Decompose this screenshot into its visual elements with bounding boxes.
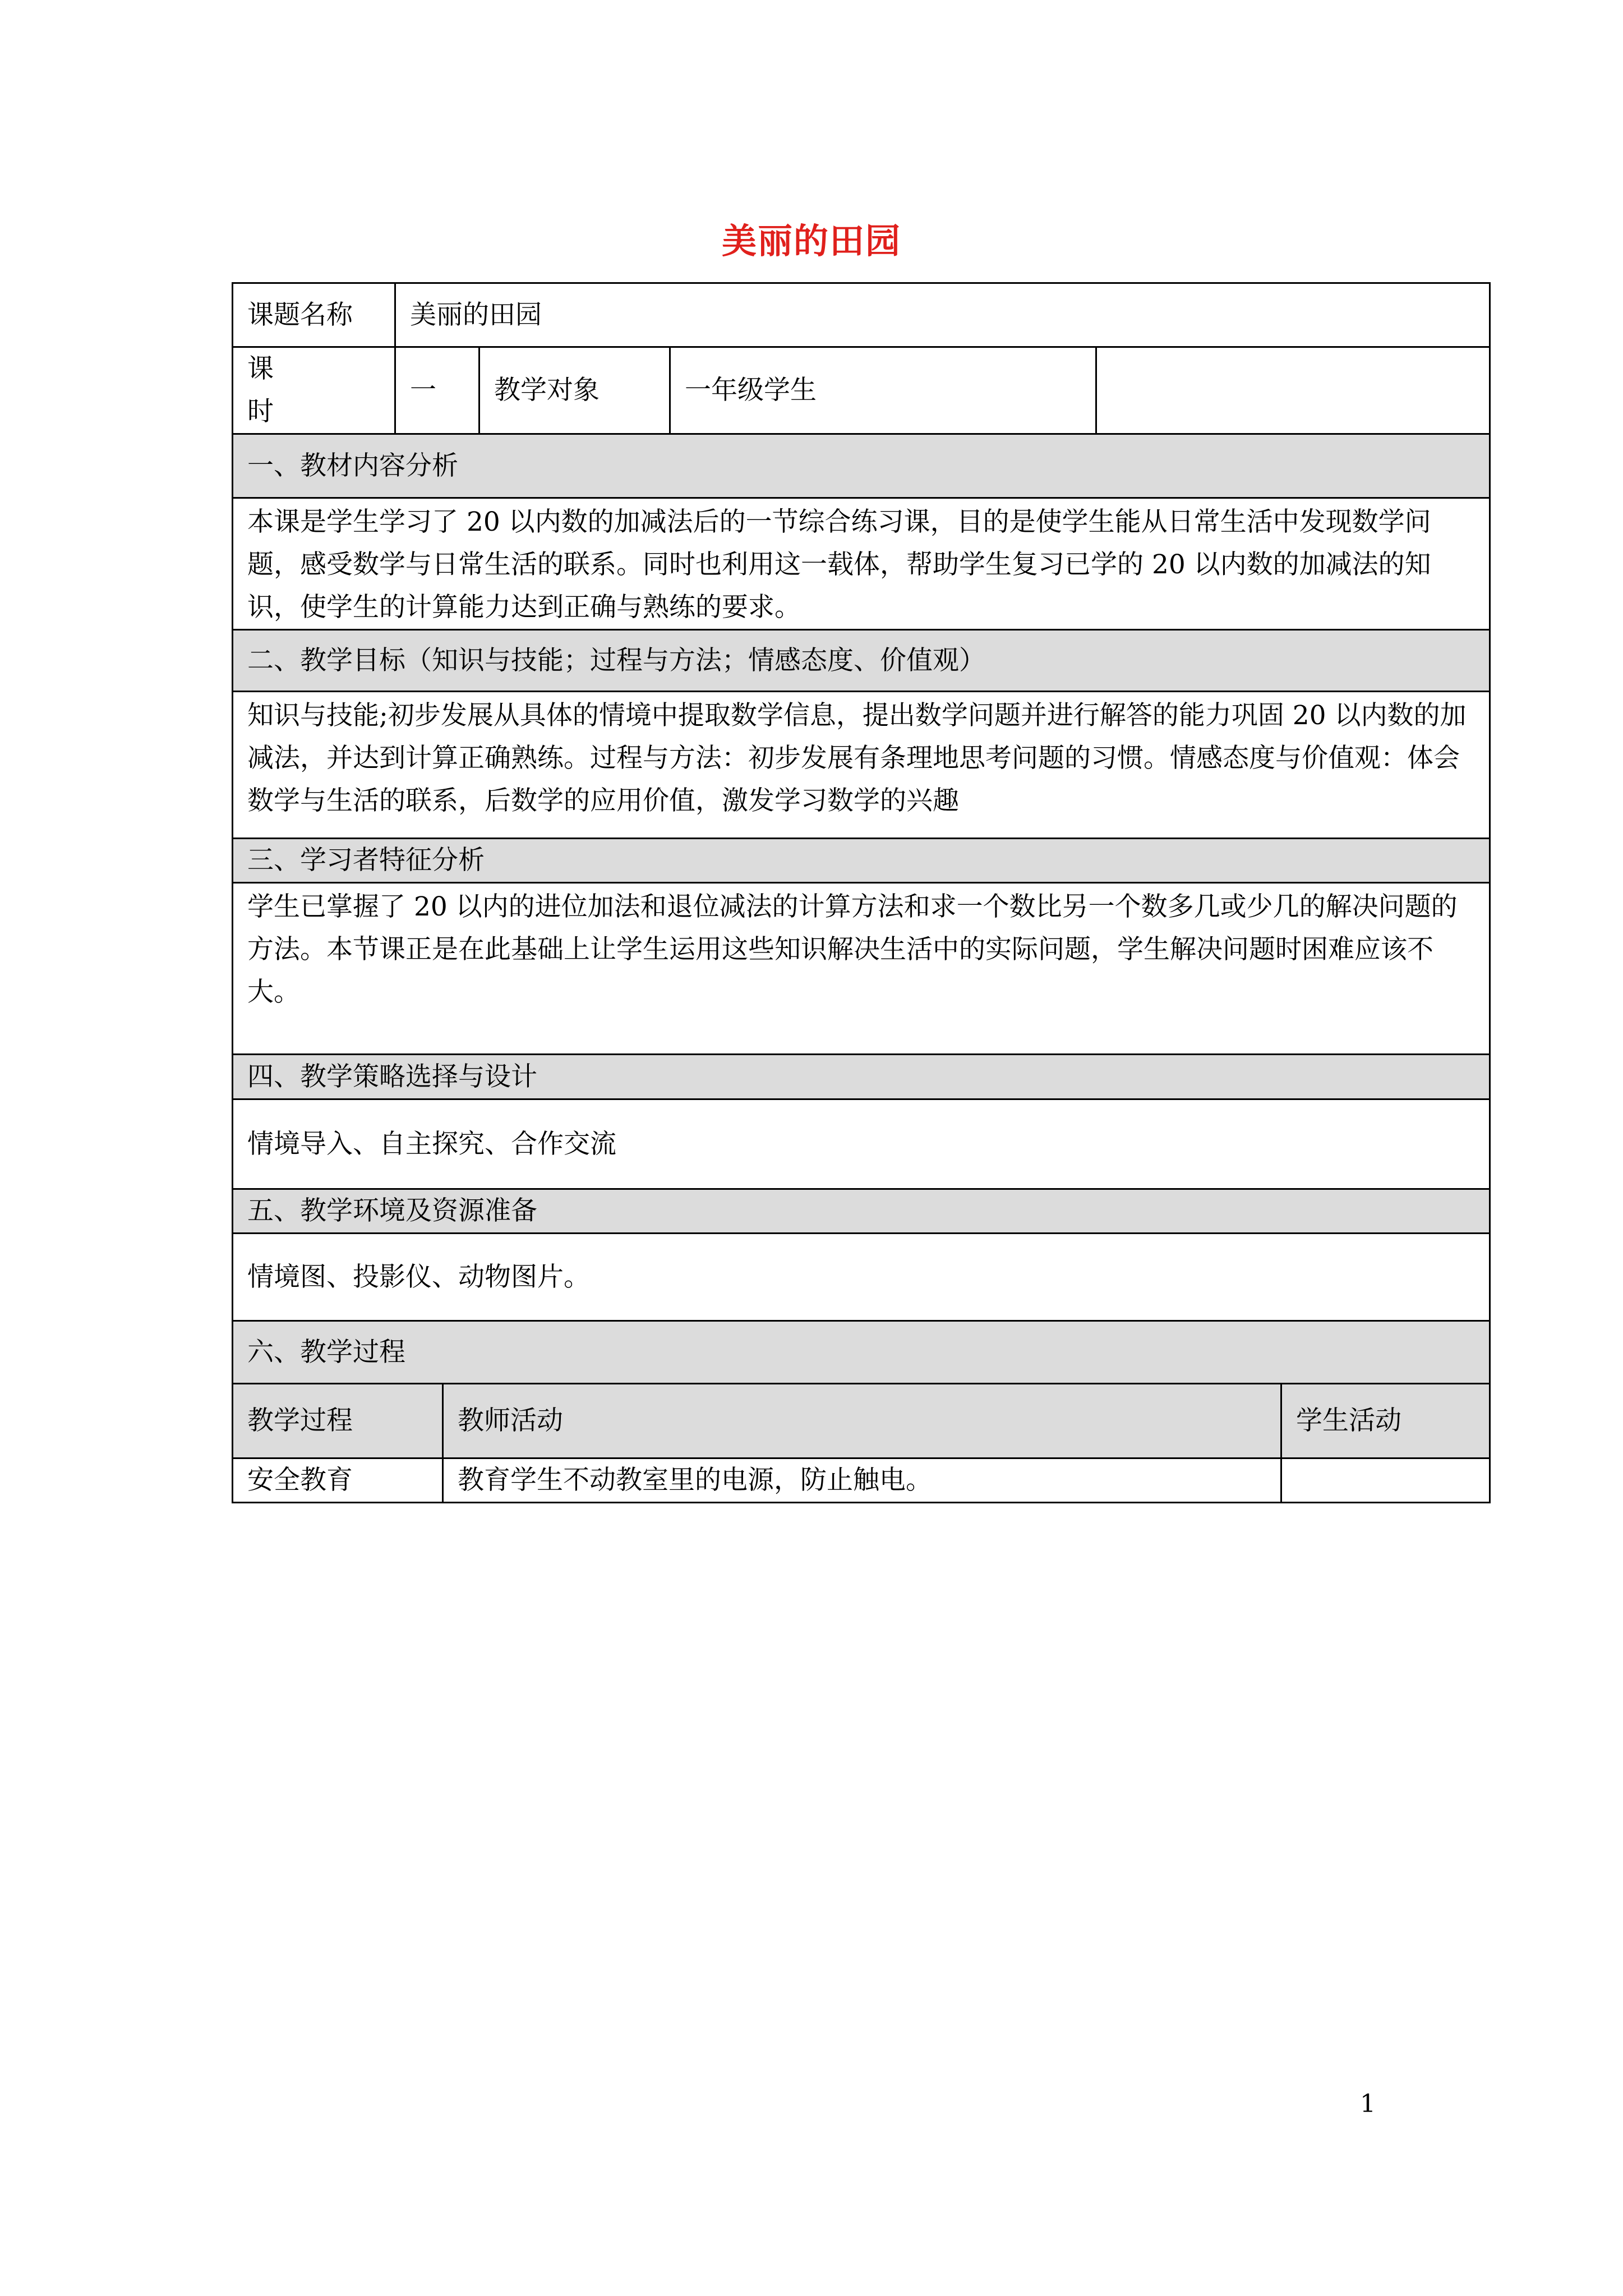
process-header-stage: 教学过程 (233, 1384, 443, 1458)
process-stage-cell: 安全教育 (233, 1458, 443, 1503)
section-1-heading: 一、教材内容分析 (233, 434, 1490, 498)
lesson-plan-table (232, 282, 1491, 1503)
section-2-heading: 二、教学目标（知识与技能；过程与方法；情感态度、价值观） (233, 630, 1490, 692)
section-2-content: 知识与技能;初步发展从具体的情境中提取数学信息，提出数学问题并进行解答的能力巩固 20 以内数的加减法，并达到计算正确熟练。过程与方法：初步发展有条理地思考问题的习惯。情感态度与价值观：体会数学与生活的联系，后数学的应用价值，激发学习数学的兴趣 (233, 692, 1490, 839)
section-4-content: 情境导入、自主探究、合作交流 (233, 1099, 1490, 1189)
section-5-content: 情境图、投影仪、动物图片。 (233, 1234, 1490, 1321)
section-3-heading-row (233, 839, 1490, 883)
section-5-heading: 五、教学环境及资源准备 (233, 1189, 1490, 1234)
course-name-row (233, 283, 1490, 347)
target-label: 教学对象 (479, 347, 670, 434)
period-value: 一 (395, 347, 479, 434)
section-5-content-row (233, 1234, 1490, 1321)
section-6-heading-row (233, 1321, 1490, 1384)
course-name-label: 课题名称 (233, 283, 395, 347)
process-header-teacher: 教师活动 (443, 1384, 1281, 1458)
document-title: 美丽的田园 (721, 220, 901, 261)
section-3-content-row (233, 883, 1490, 1055)
section-1-content-row (233, 498, 1490, 630)
process-student-cell (1281, 1458, 1490, 1503)
table-row (233, 1458, 1490, 1503)
process-teacher-cell: 教育学生不动教室里的电源，防止触电。 (443, 1458, 1281, 1503)
page-number: 1 (1360, 2090, 1376, 2118)
section-4-heading-row (233, 1055, 1490, 1099)
section-5-heading-row (233, 1189, 1490, 1234)
target-value: 一年级学生 (670, 347, 1096, 434)
period-label: 课 时 (233, 347, 395, 434)
section-3-content: 学生已掌握了 20 以内的进位加法和退位减法的计算方法和求一个数比另一个数多几或少几的解决问题的方法。本节课正是在此基础上让学生运用这些知识解决生活中的实际问题，学生解决问题时困难应该不大。 (233, 883, 1490, 1055)
process-header-student: 学生活动 (1281, 1384, 1490, 1458)
section-2-content-row (233, 692, 1490, 839)
period-row (233, 347, 1490, 434)
process-header-row (233, 1384, 1490, 1458)
course-name-value: 美丽的田园 (395, 283, 1490, 347)
section-3-heading: 三、学习者特征分析 (233, 839, 1490, 883)
section-2-heading-row (233, 630, 1490, 692)
section-4-heading: 四、教学策略选择与设计 (233, 1055, 1490, 1099)
section-6-heading: 六、教学过程 (233, 1321, 1490, 1384)
section-1-content: 本课是学生学习了 20 以内数的加减法后的一节综合练习课，目的是使学生能从日常生活中发现数学问题，感受数学与日常生活的联系。同时也利用这一载体，帮助学生复习已学的 20 以内数的加减法的知识，使学生的计算能力达到正确与熟练的要求。 (233, 498, 1490, 630)
section-4-content-row (233, 1099, 1490, 1189)
empty-cell (1096, 347, 1490, 434)
section-1-heading-row (233, 434, 1490, 498)
